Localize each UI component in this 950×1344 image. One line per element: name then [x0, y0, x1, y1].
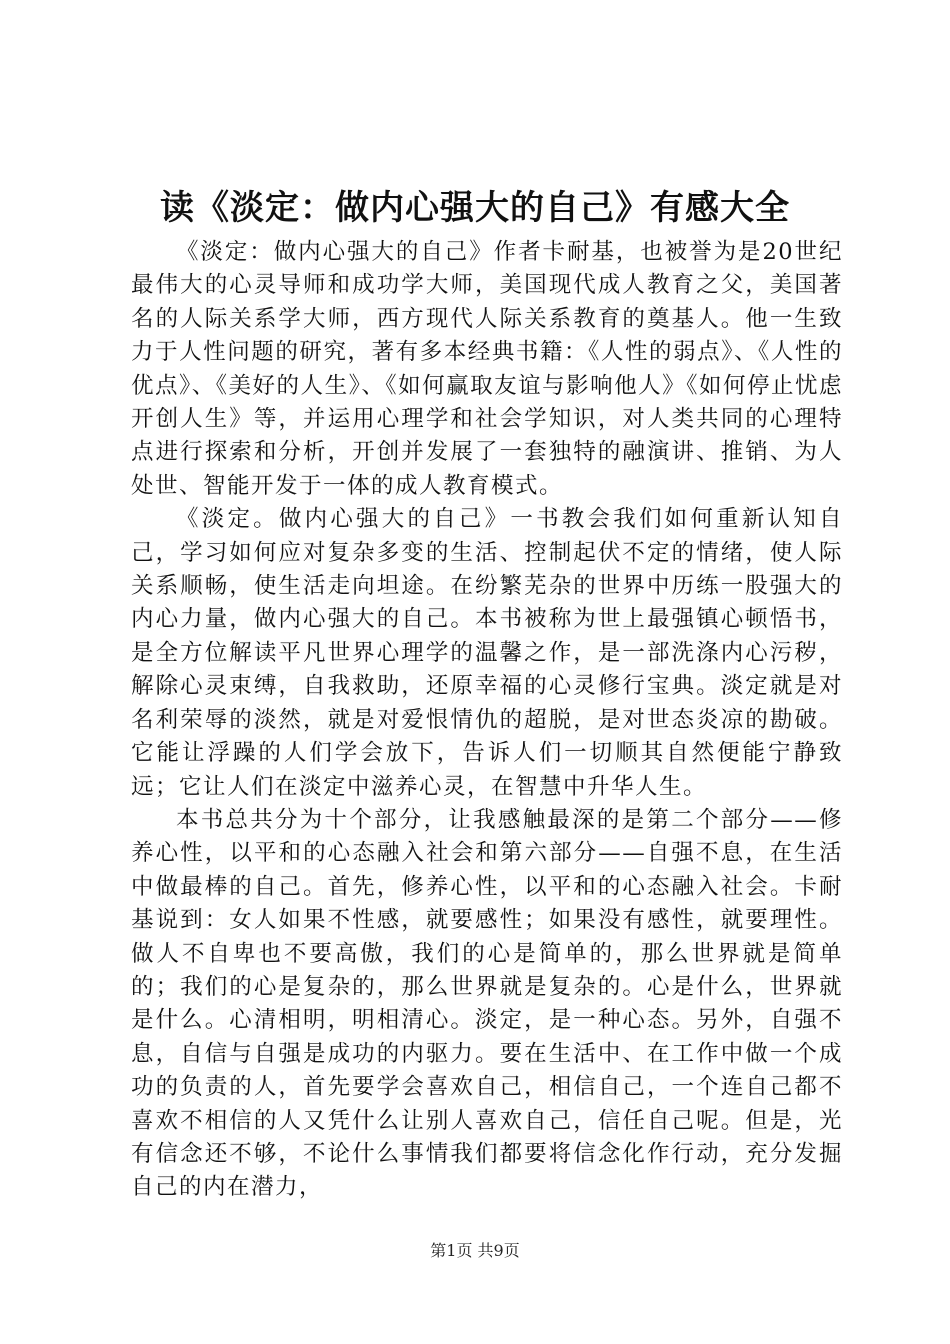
page-number: 第1页 共9页 [430, 1241, 520, 1260]
document-body [131, 236, 843, 1205]
paragraph-1: 《淡定：做内心强大的自己》作者卡耐基，也被誉为是20世纪最伟大的心灵导师和成功学大师，美国现代成人教育之父，美国著名的人际关系学大师，西方现代人际关系教育的奠基人。他一生致力于人性问题的研究，著有多本经典书籍：《人性的弱点》、《人性的优点》、《美好的人生》、《如何赢取友谊与影响他人》《如何停止忧虑开创人生》等，并运用心理学和社会学知识，对人类共同的心理特点进行探索和分析，开创并发展了一套独特的融演讲、推销、为人处世、智能开发于一体的成人教育模式。 [131, 239, 843, 499]
paragraph-2: 《淡定。做内心强大的自己》一书教会我们如何重新认知自己，学习如何应对复杂多变的生活、控制起伏不定的情绪，使人际关系顺畅，使生活走向坦途。在纷繁芜杂的世界中历练一股强大的内心力量，做内心强大的自己。本书被称为世上最强镇心顿悟书，是全方位解读平凡世界心理学的温馨之作，是一部洗涤内心污秽，解除心灵束缚，自我救助，还原幸福的心灵修行宝典。淡定就是对名利荣辱的淡然，就是对爱恨情仇的超脱，是对世态炎凉的勘破。它能让浮躁的人们学会放下，告诉人们一切顺其自然便能宁静致远；它让人们在淡定中滋养心灵，在智慧中升华人生。 [131, 506, 843, 800]
document-title: 读《淡定：做内心强大的自己》有感大全 [160, 188, 790, 228]
page-footer [0, 1240, 950, 1262]
paragraph-3: 本书总共分为十个部分，让我感触最深的是第二个部分——修养心性，以平和的心态融入社会和第六部分——自强不息，在生活中做最棒的自己。首先，修养心性，以平和的心态融入社会。卡耐基说到：女人如果不性感，就要感性；如果没有感性，就要理性。做人不自卑也不要高傲，我们的心是简单的，那么世界就是简单的；我们的心是复杂的，那么世界就是复杂的。心是什么，世界就是什么。心清相明，明相清心。淡定，是一种心态。另外，自强不息，自信与自强是成功的内驱力。要在生活中、在工作中做一个成功的负责的人，首先要学会喜欢自己，相信自己，一个连自己都不喜欢不相信的人又凭什么让别人喜欢自己，信任自己呢。但是，光有信念还不够，不论什么事情我们都要将信念化作行动，充分发掘自己的内在潜力， [131, 806, 843, 1201]
